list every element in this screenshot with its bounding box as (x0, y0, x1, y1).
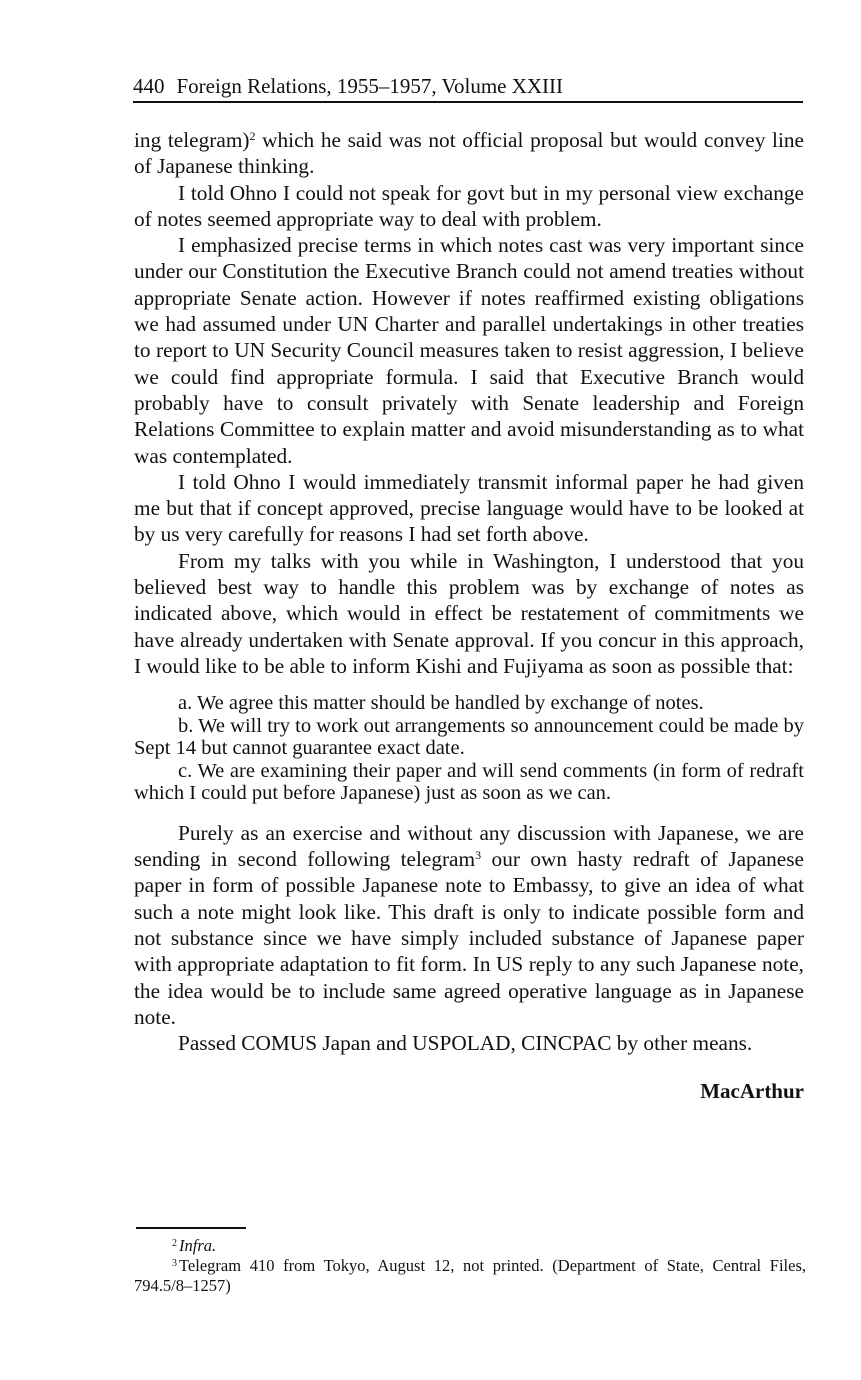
footnote: $^3$ Telegram 410 from Tokyo, August 12, not printed. (Department of State, Central Files, 794.5/8–1257) (134, 1256, 806, 1295)
list-item: b. We will try to work out arrangements so announcement could be made by Sept 14 but cannot guarantee exact date. (134, 714, 804, 760)
list-item: a. We agree this matter should be handled by exchange of notes. (178, 692, 704, 715)
page-number: 440 (133, 74, 165, 98)
running-title: Foreign Relations, 1955–1957, Volume XXIII (176, 74, 564, 98)
paragraph: Passed COMUS Japan and USPOLAD, CINCPAC by other means. (178, 1031, 753, 1056)
list-item: c. We are examining their paper and will send comments (in form of redraft which I could put before Japanese) just as soon as we can. (134, 759, 804, 805)
paragraph: From my talks with you while in Washington, I understood that you believed best way to handle this problem was by exchange of notes as indicated above, which would in effect be restatement of commitments we have already undertaken with Senate approval. If you concur in this approach, I would like to be able to inform Kishi and Fujiyama as soon as possible that: (134, 548, 804, 678)
paragraph-continued: ing telegram)$^2$ which he said was not official proposal but would convey line of Japanese thinking. (134, 128, 804, 179)
paragraph: I told Ohno I would immediately transmit informal paper he had given me but that if concept approved, precise language would have to be looked at by us very carefully for reasons I had set forth above. (134, 469, 804, 547)
enumerated-list (134, 692, 804, 805)
footnote-rule (136, 1227, 246, 1229)
footnote-ref-3: 3 (475, 848, 482, 863)
running-header (133, 72, 803, 103)
paragraph: Purely as an exercise and without any discussion with Japanese, we are sending in second following telegram$^3$ our own hasty redraft of Japanese paper in form of possible Japanese note to Embassy, to give an idea of what such a note might look like. This draft is only to indicate possible form and not substance since we have simply included substance of Japanese paper with appropriate adaptation to fit form. In US reply to any such Japanese note, the idea would be to include same agreed operative language as in Japanese note. (134, 820, 804, 1029)
body-text (134, 127, 804, 1105)
footnote-ref-2: 2 (249, 129, 256, 143)
footnotes (134, 1236, 806, 1296)
signature: MacArthur (700, 1079, 804, 1104)
footnote: $^2$ Infra. (172, 1236, 217, 1255)
paragraph: I emphasized precise terms in which notes cast was very important since under our Constitution the Executive Branch could not amend treaties without appropriate Senate action. However if notes reaffirmed existing obligations we had assumed under UN Charter and parallel undertakings in other treaties to report to UN Security Council measures taken to resist aggression, I believe we could find appropriate formula. I said that Executive Branch would probably have to consult privately with Senate leadership and Foreign Relations Committee to explain matter and avoid misunderstanding as to what was contemplated. (134, 233, 804, 468)
paragraph: I told Ohno I could not speak for govt but in my personal view exchange of notes seemed appropriate way to deal with problem. (134, 180, 804, 231)
